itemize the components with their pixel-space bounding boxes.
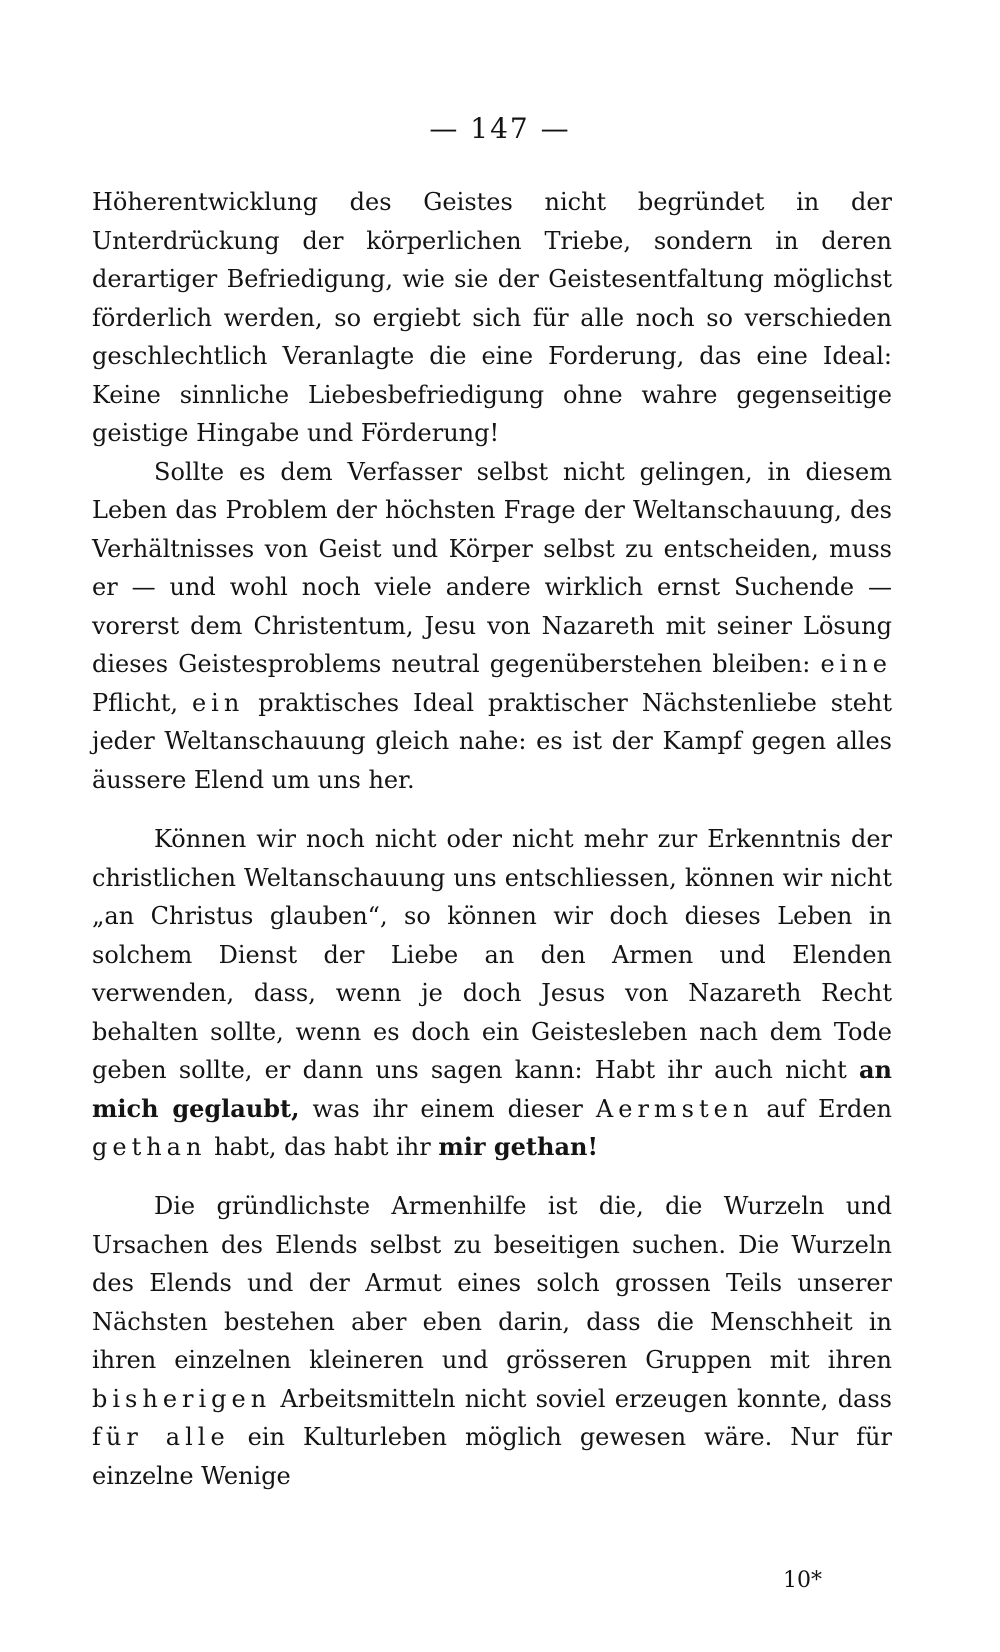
spaced-text: für alle bbox=[92, 1423, 230, 1451]
spaced-text: eine bbox=[820, 650, 892, 678]
body-text-middle bbox=[92, 820, 892, 1167]
text-run: Pflicht, bbox=[92, 688, 192, 717]
spaced-text: gethan bbox=[92, 1133, 207, 1161]
body-text-bottom bbox=[92, 1187, 892, 1495]
body-text-top bbox=[92, 183, 892, 799]
text-run: auf Erden bbox=[753, 1094, 892, 1123]
text-run: Sollte es dem Verfasser selbst nicht gelingen, in diesem Leben das Problem der höchsten Frage der Weltanschauung, des Verhältnisses von Geist und Körper selbst zu entscheiden, muss er — und wohl noch viele andere wirklich ernst Suchende — vorerst dem Christentum, Jesu von Nazareth mit seiner Lösung dieses Geistesproblems neutral gegenüberstehen bleiben: bbox=[92, 457, 892, 678]
spaced-text: Aermsten bbox=[595, 1094, 754, 1123]
text-run: habt, das habt ihr bbox=[206, 1133, 439, 1161]
text-run: Arbeitsmitteln nicht soviel erzeugen konnte, dass bbox=[271, 1384, 892, 1413]
signature-mark: 10* bbox=[783, 1568, 822, 1593]
text-run: praktisches Ideal praktischer Nächstenliebe steht jeder Weltanschauung gleich nahe: es ist der Kampf gegen alles äussere Elend um uns her. bbox=[92, 688, 892, 794]
text-run: was ihr einem dieser bbox=[299, 1094, 596, 1123]
bold-text: an mich geglaubt, bbox=[92, 1055, 892, 1123]
text-run: Können wir noch nicht oder nicht mehr zur Erkenntnis der christlichen Weltanschauung uns entschliessen, können wir nicht „an Christus glauben“, so können wir doch dieses Leben in solchem Dienst der Liebe an den Armen und Elenden verwenden, dass, wenn je doch Jesus von Nazareth Recht behalten sollte, wenn es doch ein Geistesleben nach dem Tode geben sollte, er dann uns sagen kann: Habt ihr auch nicht bbox=[92, 825, 892, 1084]
paragraph-verfasser bbox=[92, 453, 892, 800]
spaced-text: bisherigen bbox=[92, 1384, 272, 1413]
text-run: Höherentwicklung des Geistes nicht begründet in der Unterdrückung der körperlichen Triebe, sondern in deren derartiger Befriedigung, wie sie der Geistesentfaltung möglichst förderlich werden, so ergiebt sich für alle noch so verschieden geschlechtlich Veranlagte die eine Forderung, das eine Ideal: Keine sinnliche Liebesbefriedigung ohne wahre gegenseitige geistige Hingabe und Förderung! bbox=[92, 188, 892, 447]
spaced-text: ein bbox=[191, 688, 245, 717]
paragraph-christus bbox=[92, 820, 892, 1167]
paragraph-continuation bbox=[92, 183, 892, 453]
text-run: Die gründlichste Armenhilfe ist die, die Wurzeln und Ursachen des Elends selbst zu beseitigen suchen. Die Wurzeln des Elends und der Armut eines solch grossen Teils unserer Nächsten bestehen aber eben darin, dass die Menschheit in ihren einzelnen kleineren und grösseren Gruppen mit ihren bbox=[92, 1192, 892, 1374]
bold-text: mir gethan! bbox=[438, 1132, 598, 1161]
text-run: ein Kulturleben möglich gewesen wäre. Nur für einzelne Wenige bbox=[92, 1423, 892, 1490]
page-number: — 147 — bbox=[429, 112, 571, 145]
paragraph-armenhilfe bbox=[92, 1187, 892, 1495]
